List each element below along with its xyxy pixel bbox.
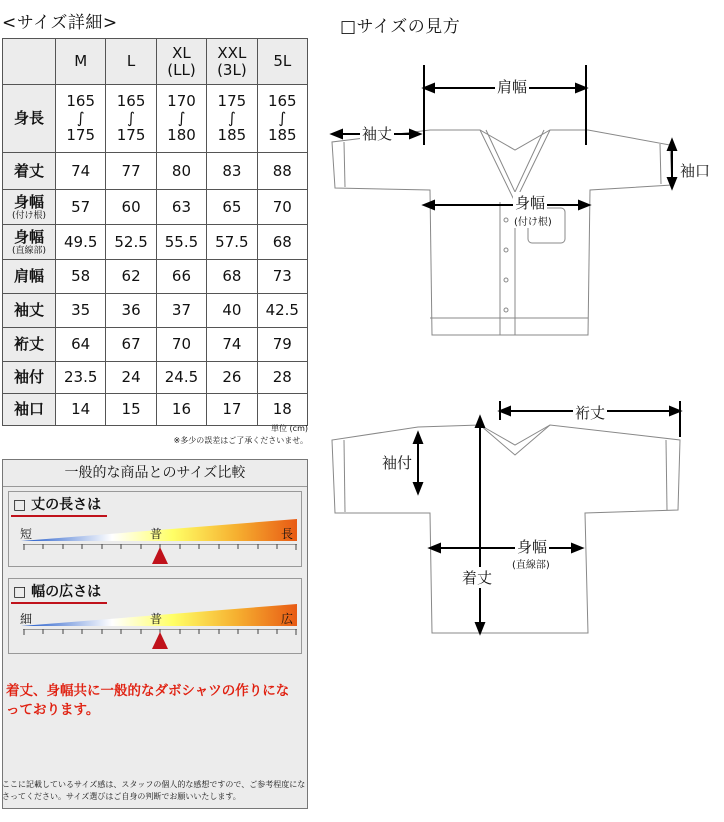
table-cell: 24	[106, 362, 156, 394]
width-level-marker	[152, 632, 168, 649]
table-cell: 77	[106, 153, 156, 190]
length-label: □ 丈の長さは	[13, 494, 101, 514]
table-cell: 64	[56, 328, 106, 362]
size-col-l	[106, 39, 156, 85]
size-label: M	[74, 52, 88, 70]
height-from: 175	[217, 92, 247, 110]
table-cell: 49.5	[56, 225, 106, 260]
row-label	[3, 190, 56, 225]
width-max-label: 広	[281, 612, 294, 626]
height-to: 185	[217, 126, 247, 144]
height-from: 165	[267, 92, 297, 110]
table-cell: 57.5	[207, 225, 257, 260]
dim-armhole: 袖付	[382, 454, 413, 472]
height-from: 170	[167, 92, 196, 110]
table-row-sleeve-length	[3, 294, 308, 328]
dim-chest-front: 身幅	[515, 194, 546, 212]
height-to: 175	[66, 126, 96, 144]
table-cell: 16	[156, 394, 206, 426]
width-panel	[8, 578, 302, 654]
table-cell: 17	[207, 394, 257, 426]
comparison-note: 着丈、身幅共に一般的なダボシャツの作りになっております。	[6, 683, 290, 718]
table-row-height	[3, 85, 308, 153]
size-details-title: <サイズ詳細>	[2, 13, 118, 33]
row-label	[3, 225, 56, 260]
table-cell: 23.5	[56, 362, 106, 394]
comparison-title: 一般的な商品とのサイズ比較	[3, 460, 307, 487]
table-cell: 62	[106, 260, 156, 294]
table-cell: 67	[106, 328, 156, 362]
size-col-m	[56, 39, 106, 85]
table-cell: 18	[257, 394, 307, 426]
length-panel	[8, 491, 302, 567]
table-cell: 15	[106, 394, 156, 426]
table-cell: 70	[257, 190, 307, 225]
table-cell: 14	[56, 394, 106, 426]
table-row-length	[3, 153, 308, 190]
size-label: XXL	[217, 43, 247, 62]
table-cell: 74	[56, 153, 106, 190]
table-cell: 57	[56, 190, 106, 225]
row-label	[3, 328, 56, 362]
size-label: L	[126, 52, 136, 70]
unit-note: 単位 (cm)	[271, 424, 308, 433]
row-label-text: 袖付	[13, 368, 44, 386]
size-table	[2, 38, 308, 426]
row-label-text: 身幅	[13, 192, 44, 211]
tilde: ∫	[278, 109, 287, 127]
how-to-measure-title: □サイズの見方	[340, 17, 461, 37]
length-min-label: 短	[20, 527, 33, 541]
size-sublabel: (LL)	[167, 60, 196, 79]
dim-length: 着丈	[462, 569, 493, 587]
row-sublabel: (直線部)	[11, 245, 47, 256]
table-cell: 35	[56, 294, 106, 328]
height-from: 165	[116, 92, 146, 110]
table-cell: 58	[56, 260, 106, 294]
tilde: ∫	[127, 109, 135, 127]
row-label	[3, 260, 56, 294]
tilde: ∫	[76, 109, 85, 127]
table-cell: 70	[156, 328, 206, 362]
table-cell: 60	[106, 190, 156, 225]
dim-yuki: 裄丈	[575, 404, 606, 422]
table-cell: 83	[207, 153, 257, 190]
row-label	[3, 153, 56, 190]
table-cell: 42.5	[257, 294, 307, 328]
disclaimer-text: ここに記載しているサイズ感は、スタッフの個人的な感想ですので、ご参考程度になさってください。サイズ選びはご自身の判断でお願いいたします。	[2, 780, 306, 801]
height-cell	[257, 85, 307, 153]
length-level-marker	[152, 547, 168, 564]
table-cell: 80	[156, 153, 206, 190]
height-to: 185	[267, 126, 297, 144]
table-cell: 40	[207, 294, 257, 328]
table-cell: 65	[207, 190, 257, 225]
table-cell: 68	[207, 260, 257, 294]
table-row-shoulder	[3, 260, 308, 294]
table-cell: 55.5	[156, 225, 206, 260]
size-label: XL	[172, 43, 191, 62]
table-cell: 88	[257, 153, 307, 190]
height-to: 175	[116, 126, 146, 144]
tilde: ∫	[227, 109, 236, 127]
width-min-label: 細	[20, 612, 33, 626]
width-label: □ 幅の広さは	[13, 581, 101, 601]
row-label-text: 袖口	[13, 400, 44, 418]
dim-chest-back: 身幅	[517, 538, 548, 556]
table-corner	[3, 39, 56, 85]
length-max-label: 長	[281, 527, 294, 541]
table-row-yuki	[3, 328, 308, 362]
table-row-cuff	[3, 394, 308, 426]
table-cell: 73	[257, 260, 307, 294]
row-label	[3, 394, 56, 426]
size-col-xxl	[207, 39, 257, 85]
row-label: 身長	[3, 85, 56, 153]
table-row-armhole	[3, 362, 308, 394]
table-cell: 74	[207, 328, 257, 362]
table-cell: 28	[257, 362, 307, 394]
row-label-text: 肩幅	[13, 267, 44, 285]
height-to: 180	[167, 126, 196, 144]
dim-chest-back-sub: (直線部)	[510, 556, 552, 571]
size-comparison-box	[2, 459, 308, 809]
width-mid-label: 普	[150, 612, 163, 626]
row-label-text: 袖丈	[13, 301, 44, 319]
row-label	[3, 362, 56, 394]
dim-sleeve-length: 袖丈	[362, 125, 393, 143]
table-row-chest-root	[3, 190, 308, 225]
size-header-row	[3, 39, 308, 85]
back-shirt-diagram	[320, 395, 724, 640]
tilde: ∫	[177, 109, 186, 127]
row-sublabel: (付け根)	[11, 210, 47, 221]
size-col-xl	[156, 39, 206, 85]
table-cell: 52.5	[106, 225, 156, 260]
dim-cuff: 袖口	[680, 162, 711, 180]
row-label-text: 裄丈	[13, 335, 44, 353]
size-col-5l	[257, 39, 307, 85]
row-label-text: 身幅	[13, 227, 44, 246]
table-cell: 24.5	[156, 362, 206, 394]
height-cell	[156, 85, 206, 153]
row-label	[3, 294, 56, 328]
length-mid-label: 普	[150, 527, 163, 541]
table-cell: 79	[257, 328, 307, 362]
size-label: 5L	[273, 52, 292, 70]
row-label-text: 着丈	[13, 161, 44, 180]
height-from: 165	[66, 92, 96, 110]
height-cell	[56, 85, 106, 153]
table-cell: 68	[257, 225, 307, 260]
table-cell: 37	[156, 294, 206, 328]
table-cell: 36	[106, 294, 156, 328]
size-sublabel: (3L)	[217, 60, 247, 79]
height-cell	[106, 85, 156, 153]
table-cell: 63	[156, 190, 206, 225]
table-row-chest-straight	[3, 225, 308, 260]
table-cell: 26	[207, 362, 257, 394]
dim-shoulder: 肩幅	[497, 78, 528, 96]
height-cell	[207, 85, 257, 153]
table-cell: 66	[156, 260, 206, 294]
error-note: ※多少の誤差はご了承くださいませ。	[173, 436, 308, 445]
dim-chest-front-sub: (付け根)	[512, 213, 554, 228]
